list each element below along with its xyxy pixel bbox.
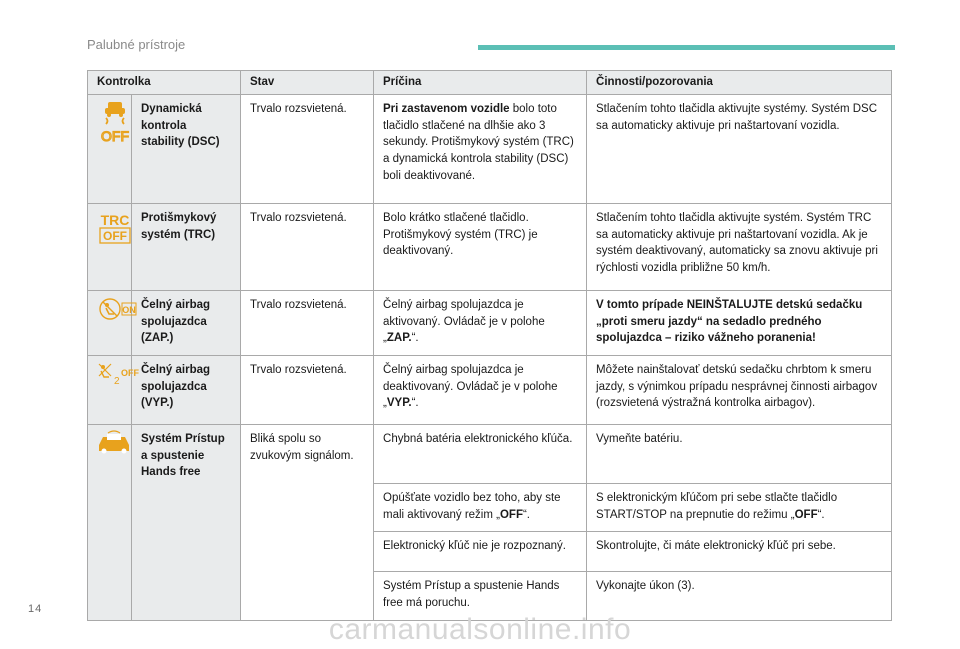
cause-bold: VYP. xyxy=(386,397,412,410)
svg-text:2: 2 xyxy=(114,376,120,388)
status-cell: Trvalo rozsvietená. xyxy=(241,291,374,356)
action-bold: OFF xyxy=(794,508,818,521)
icon-cell xyxy=(88,425,132,621)
action-cell: Môžete nainštalovať detskú sedačku chrbtom k smeru jazdy, s výnimkou prípadu nesprávnej činnosti airbagov (rozsvietená výstražná kontrolka airbagov). xyxy=(587,356,892,425)
action-cell: Stlačením tohto tlačidla aktivujte systém. Systém TRC sa automaticky aktivuje pri naštartovaní vozidla. Ak je systém deaktivovaný, automaticky sa znovu aktivuje pri rýchlosti vozidla približne 50 km/h. xyxy=(587,204,892,291)
cause-cell: Bolo krátko stlačené tlačidlo. Protišmykový systém (TRC) je deaktivovaný. xyxy=(374,204,587,291)
cause-cell xyxy=(374,484,587,532)
indicator-name: Protišmykový systém (TRC) xyxy=(132,204,241,291)
section-accent-bar xyxy=(478,45,895,50)
cause-cell: Systém Prístup a spustenie Hands free má poruchu. xyxy=(374,572,587,620)
indicator-name: Dynamická kontrola stability (DSC) xyxy=(132,95,241,204)
cause-bold: ZAP. xyxy=(386,332,412,345)
column-header-pricina: Príčina xyxy=(374,71,587,95)
column-header-stav: Stav xyxy=(241,71,374,95)
indicator-name: Čelný airbag spolujazdca (ZAP.) xyxy=(132,291,241,356)
page-number: 14 xyxy=(28,603,43,615)
icon-cell xyxy=(88,95,132,204)
action-cell xyxy=(587,484,892,532)
dsc-off-label: OFF xyxy=(101,128,129,144)
dsc-off-icon xyxy=(97,101,133,143)
indicator-name: Čelný airbag spolujazdca (VYP.) xyxy=(132,356,241,425)
icon-cell xyxy=(88,356,139,425)
cause-cell: Elektronický kľúč nie je rozpoznaný. xyxy=(374,532,587,572)
section-title: Palubné prístroje xyxy=(87,37,186,52)
action-end: “. xyxy=(817,508,825,521)
indicator-name: Systém Prístup a spustenie Hands free xyxy=(132,425,241,621)
icon-cell xyxy=(88,204,132,291)
action-text: S elektronickým kľúčom pri sebe stlačte tlačidlo START/STOP na prepnutie do režimu „ xyxy=(596,492,838,521)
icon-cell xyxy=(88,291,136,356)
action-cell: Stlačením tohto tlačidla aktivujte systémy. Systém DSC sa automaticky aktivuje pri naštartovaní vozidla. xyxy=(587,95,892,204)
cause-cell xyxy=(374,291,587,356)
action-cell: Vymeňte batériu. xyxy=(587,425,892,484)
trc-off-icon xyxy=(97,210,133,246)
cause-text: Čelný airbag spolujazdca je deaktivovaný. Ovládač je v polohe „ xyxy=(383,364,558,410)
airbag-off-label: OFF xyxy=(121,368,139,379)
column-header-cinnosti: Činnosti/pozorovania xyxy=(587,71,892,95)
table-row xyxy=(88,425,892,484)
cause-text: bolo toto tlačidlo stlačené na dlhšie ako 3 sekundy. Protišmykový systém (TRC) a dynamická kontrola stability (DSC) boli deaktivované. xyxy=(383,103,574,182)
status-cell: Trvalo rozsvietená. xyxy=(241,204,374,291)
cause-end: “. xyxy=(522,508,530,521)
action-bold: V tomto prípade NEINŠTALUJTE detskú sedačku „proti smeru jazdy“ na sedadlo predného spolujazdca – riziko vážneho poranenia! xyxy=(596,299,863,345)
table-row xyxy=(88,356,892,425)
cause-end: “. xyxy=(411,397,419,410)
cause-cell xyxy=(374,356,587,425)
status-cell: Trvalo rozsvietená. xyxy=(241,95,374,204)
cause-bold: Pri zastavenom vozidle xyxy=(383,103,510,115)
status-cell: Bliká spolu so zvukovým signálom. xyxy=(241,425,374,621)
action-cell xyxy=(587,291,892,356)
table-row xyxy=(88,95,892,204)
column-header-kontrolka: Kontrolka xyxy=(88,71,241,95)
watermark: carmanualsonline.info xyxy=(328,613,632,646)
cause-cell xyxy=(374,95,587,204)
trc-off-label: OFF xyxy=(103,229,127,243)
cause-bold: OFF xyxy=(499,508,523,521)
cause-end: “. xyxy=(411,332,419,345)
table-row xyxy=(88,204,892,291)
smart-key-icon xyxy=(97,431,133,457)
action-cell: Skontrolujte, či máte elektronický kľúč pri sebe. xyxy=(587,532,892,572)
table-row xyxy=(88,291,892,356)
airbag-on-label: ON xyxy=(122,305,136,315)
action-cell: Vykonajte úkon (3). xyxy=(587,572,892,620)
trc-label: TRC xyxy=(100,212,130,228)
warning-lights-table xyxy=(87,70,892,621)
cause-cell: Chybná batéria elektronického kľúča. xyxy=(374,425,587,484)
status-cell: Trvalo rozsvietená. xyxy=(241,356,374,425)
cause-text: Čelný airbag spolujazdca je aktivovaný. Ovládač je v polohe „ xyxy=(383,299,545,345)
cause-text: Opúšťate vozidlo bez toho, aby ste mali aktivovaný režim „ xyxy=(383,492,561,521)
table-header-row xyxy=(88,71,892,95)
